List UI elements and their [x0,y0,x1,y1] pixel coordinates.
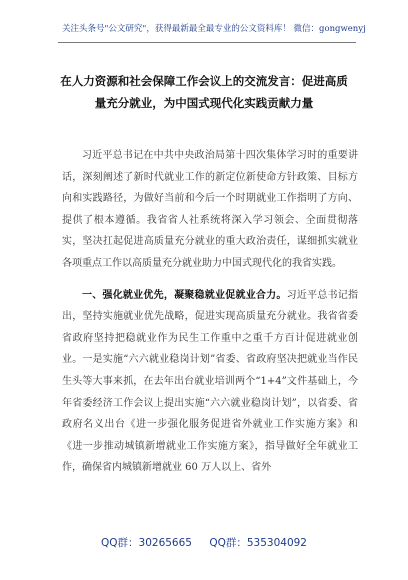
footer-qq-group-2: QQ群：535304092 [209,537,307,549]
header-divider [58,42,356,43]
title-line-1: 在人力资源和社会保障工作会议上的交流发言：促进高质 [60,74,348,88]
paragraph-1: 习近平总书记在中共中央政治局第十四次集体学习时的重要讲话，深刻阐述了新时代就业工作的新定位新使命方针政策、目标方向和实践路径，为做好当前和今后一个时期就业工作指明了方向、提供了根本遵循。我省省人社系统将深入学习领会、全面贯彻落实，坚决扛起促进高质量充分就业的重大政治责任，谋细抓实就业各项重点工作以高质量充分就业助力中国式现代化的我省实践。 [62,150,358,269]
paragraph-2 [62,285,358,479]
paragraph-2-text: 习近平总书记指出，坚持实施就业优先战略，促进实现高质量充分就业。我省省委省政府坚持把稳就业作为民生工作重中之重千方百计促进就业创业。一是实施“六六就业稳岗计划”省委、省政府坚决把就业当作民生头等大事来抓，在去年出台就业培训两个“1+4”文件基础上，今年省委经济工作会议上提出实施“六六就业稳岗计划”，以省委、省政府名义出台《进一步强化服务促进省外就业工作实施方案》和《进一步推动城镇新增就业工作实施方案》，指导做好全年就业工作，确保省内城镇新增就业 60 万人以上、省外 [62,289,359,474]
footer-qq-group-1: QQ群：30265665 [101,537,192,549]
section-heading: 一、强化就业优先，凝聚稳就业促就业合力。 [82,289,287,301]
footer [0,535,408,550]
header-notice: 关注头条号"公文研究"，获得最新最全最专业的公文资料库！ 微信：gongwenyj [62,24,366,34]
title-line-2: 量充分就业，为中国式现代化实践贡献力量 [94,96,314,110]
document-title [40,70,368,114]
document-body [62,145,358,479]
